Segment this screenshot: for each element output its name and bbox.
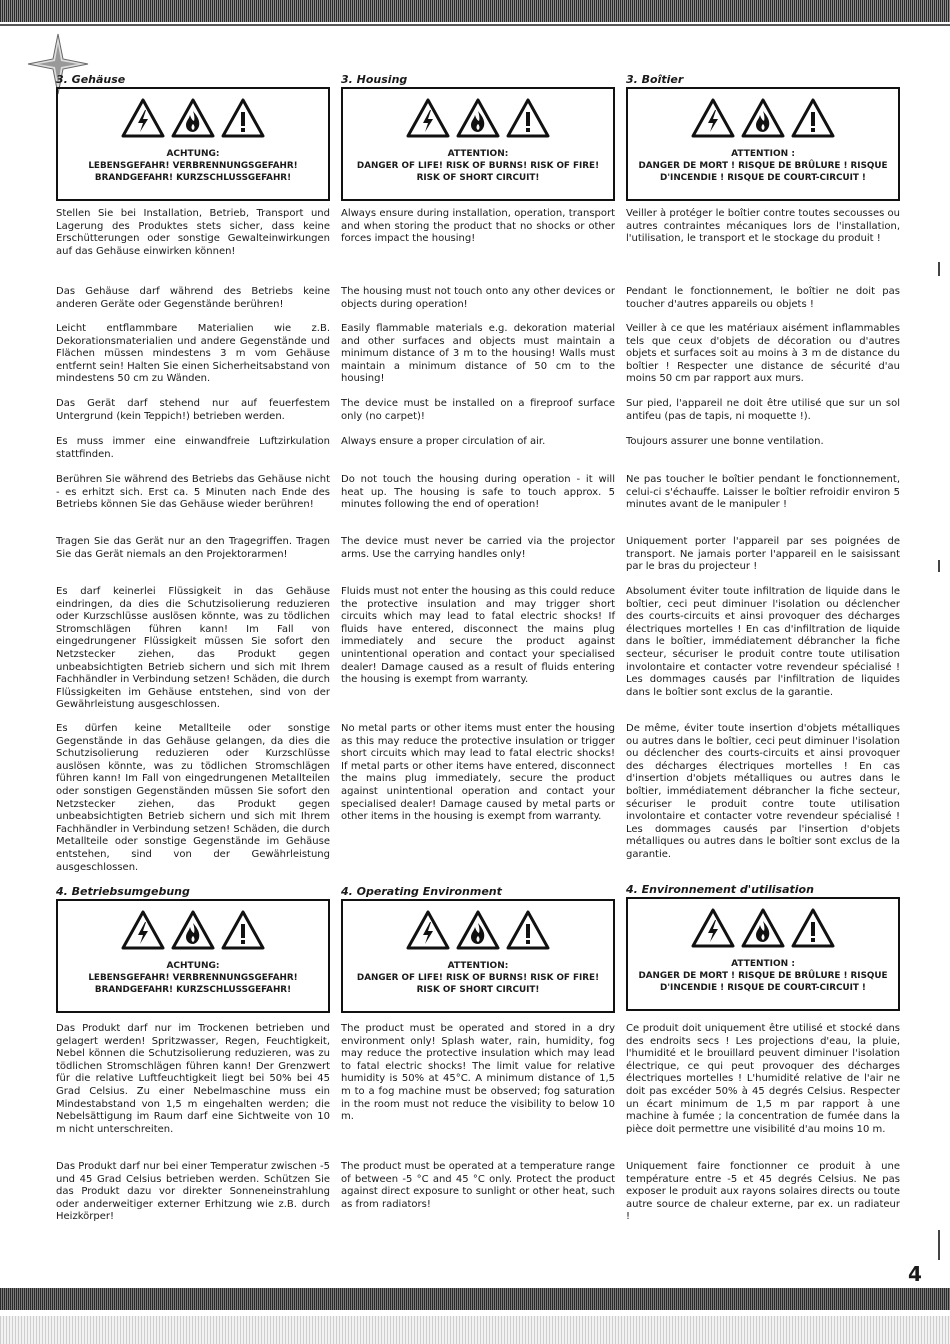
hazard-icons: [343, 97, 613, 143]
body-paragraph: Ne pas toucher le boîtier pendant le fonctionnement, celui-ci s'échauffe. Laisser le boîtier refroidir environ 5 minutes avant de le manipuler !: [626, 474, 900, 511]
warning-title: ATTENTION:: [447, 961, 509, 971]
body-paragraph: Das Produkt darf nur bei einer Temperatur zwischen -5 und 45 Grad Celsius betrieben werden. Schützen Sie das Produkt dazu vor direkter Sonneneinstrahlung oder anderweitiger externer Erhitzung wie z.B. durch Heizkörper!: [56, 1161, 330, 1223]
warning-title: ATTENTION :: [731, 149, 795, 159]
body-paragraph: Uniquement faire fonctionner ce produit à une température entre -5 et 45 degrés Celsius. Ne pas exposer le produit aux rayons solaires directs ou toute autre source de chaleur externe, par ex. un radiateur !: [626, 1161, 900, 1223]
fire-hazard-icon: [741, 97, 785, 139]
warning-text: DANGER DE MORT ! RISQUE DE BRÛLURE ! RISQUE D'INCENDIE ! RISQUE DE COURT-CIRCUIT !: [638, 971, 888, 993]
body-paragraph: The device must never be carried via the projector arms. Use the carrying handles only!: [341, 536, 615, 560]
body-paragraph: Ce produit doit uniquement être utilisé et stocké dans des endroits secs ! Les projections d'eau, la pluie, l'humidité et le brouillard peuvent diminuer l'isolation électrique, ce qui peut provoquer des décharges électriques mortelles ! L'humidité relative de l'air ne doit pas excéder 50% à 45 degrés Celsius. Respecter un écart minimum de 1,5 m par rapport à une machine à fumée ; la concentration de fumée dans la pièce doit permettre une visibilité d'au moins 10 m.: [626, 1023, 900, 1135]
warning-title: ATTENTION:: [447, 149, 509, 159]
electric-hazard-icon: [691, 907, 735, 949]
body-paragraph: Das Gerät darf stehend nur auf feuerfestem Untergrund (kein Teppich!) betrieben werden.: [56, 398, 330, 422]
fire-hazard-icon: [171, 909, 215, 951]
electric-hazard-icon: [406, 909, 450, 951]
fire-hazard-icon: [171, 97, 215, 139]
warning-box: [341, 87, 615, 201]
body-paragraph: Uniquement porter l'appareil par ses poignées de transport. Ne jamais porter l'appareil en le saisissant par le bras du projecteur !: [626, 536, 900, 573]
body-paragraph: Absolument éviter toute infiltration de liquide dans le boîtier, ceci peut diminuer l'isolation ou déclencher des courts-circuits et ainsi provoquer des décharges électriques mortelles ! En cas d'infiltration de liquide dans le boîtier, immédiatement débrancher la fiche secteur, sécuriser le produit contre toute utilisation involontaire et contacter votre revendeur spécialisé ! Les dommages causés par l'infiltration de liquides dans le boîtier sont exclus de la garantie.: [626, 586, 900, 698]
body-paragraph: De même, éviter toute insertion d'objets métalliques ou autres dans le boîtier, ceci peut diminuer l'isolation ou déclencher des courts-circuits et ainsi provoquer des décharges électriques mortelles ! En cas d'insertion d'objets métalliques ou autres dans le boîtier, immédiatement débrancher la fiche secteur, sécuriser le produit contre toute utilisation involontaire et contacter votre revendeur spécialisé ! Les dommages causés par l'insertion d'objets métalliques ou autres dans le boîtier sont exclus de la garantie.: [626, 723, 900, 860]
warning-icon: [221, 909, 265, 951]
section-heading: 3. Housing: [341, 73, 408, 86]
section-heading: 4. Operating Environment: [341, 885, 502, 898]
body-paragraph: Always ensure a proper circulation of air.: [341, 436, 546, 447]
body-paragraph: No metal parts or other items must enter the housing as this may reduce the protective insulation or trigger short circuits which may lead to fatal electric shocks! If metal parts or other items have entered, disconnect the mains plug immediately, secure the product against unintentional operation and contact your specialised dealer! Damage caused by metal parts or other items in the housing is exempt from warranty.: [341, 723, 615, 823]
body-paragraph: Easily flammable materials e.g. dekoration material and other surfaces and objects must maintain a minimum distance of 3 m to the housing! Walls must maintain a minimum distance of 50 cm to the housing!: [341, 323, 615, 385]
body-paragraph: Veiller à ce que les matériaux aisément inflammables tels que ceux d'objets de décoration ou d'autres objets et surfaces soit au moins à 3 m de distance du boîtier ! Respecter une distance de sécurité d'au moins 50 cm par rapport aux murs.: [626, 323, 900, 385]
body-paragraph: The device must be installed on a fireproof surface only (no carpet)!: [341, 398, 615, 422]
warning-title: ATTENTION :: [731, 959, 795, 969]
warning-title: ACHTUNG:: [166, 149, 220, 159]
warning-text: DANGER OF LIFE! RISK OF BURNS! RISK OF FIRE! RISK OF SHORT CIRCUIT!: [356, 161, 600, 183]
body-paragraph: Berühren Sie während des Betriebs das Gehäuse nicht - es erhitzt sich. Erst ca. 5 Minuten nach Ende des Betriebs können Sie das Gehäuse wieder berühren!: [56, 474, 330, 511]
hazard-icons: [58, 97, 328, 143]
warning-icon: [506, 97, 550, 139]
fire-hazard-icon: [456, 909, 500, 951]
warning-box: [626, 87, 900, 201]
electric-hazard-icon: [121, 909, 165, 951]
warning-title: ACHTUNG:: [166, 961, 220, 971]
margin-mark: [938, 560, 940, 572]
margin-mark: [938, 1230, 940, 1260]
bottom-scan-band: [0, 1288, 950, 1310]
body-paragraph: Veiller à protéger le boîtier contre toutes secousses ou autres contraintes mécaniques lors de l'installation, l'utilisation, le transport et le stockage du produit !: [626, 208, 900, 245]
body-paragraph: Pendant le fonctionnement, le boîtier ne doit pas toucher d'autres appareils ou objets !: [626, 286, 900, 310]
body-paragraph: The product must be operated and stored in a dry environment only! Splash water, rain, humidity, fog may reduce the protective insulation which may lead to fatal electric shocks! The limit value for relative humidity is 50% at 45°C. A minimum distance of 1,5 m to a fog machine must be observed; fog saturation in the room must not reduce the visibility to below 10 m.: [341, 1023, 615, 1123]
section-heading: 3. Gehäuse: [56, 73, 126, 86]
warning-icon: [506, 909, 550, 951]
warning-text: DANGER OF LIFE! RISK OF BURNS! RISK OF FIRE! RISK OF SHORT CIRCUIT!: [356, 973, 600, 995]
body-paragraph: Tragen Sie das Gerät nur an den Tragegriffen. Tragen Sie das Gerät niemals an den Projektorarmen!: [56, 536, 330, 560]
section-heading: 4. Betriebsumgebung: [56, 885, 190, 898]
section-heading: 3. Boîtier: [626, 73, 684, 86]
margin-mark: [938, 262, 940, 276]
warning-icon: [791, 97, 835, 139]
section-heading: 4. Environnement d'utilisation: [626, 883, 814, 896]
hazard-icons: [628, 907, 898, 953]
fire-hazard-icon: [741, 907, 785, 949]
body-paragraph: The product must be operated at a temperature range of between -5 °C and 45 °C only. Protect the product against direct exposure to sunlight or other heat, such as from radiators!: [341, 1161, 615, 1210]
hazard-icons: [628, 97, 898, 143]
fire-hazard-icon: [456, 97, 500, 139]
warning-icon: [791, 907, 835, 949]
body-paragraph: Es muss immer eine einwandfreie Luftzirkulation stattfinden.: [56, 436, 330, 460]
body-paragraph: Stellen Sie bei Installation, Betrieb, Transport und Lagerung des Produktes stets sicher, dass keine Erschütterungen oder sonstige Gewalteinwirkungen auf das Gehäuse einwirken können!: [56, 208, 330, 257]
top-scan-band: [0, 0, 950, 22]
warning-text: LEBENSGEFAHR! VERBRENNUNGSGEFAHR! BRANDGEFAHR! KURZSCHLUSSGEFAHR!: [88, 973, 298, 995]
warning-box: [56, 87, 330, 201]
warning-text: LEBENSGEFAHR! VERBRENNUNGSGEFAHR! BRANDGEFAHR! KURZSCHLUSSGEFAHR!: [88, 161, 298, 183]
body-paragraph: Do not touch the housing during operation - it will heat up. The housing is safe to touch approx. 5 minutes following the end of operation!: [341, 474, 615, 511]
body-paragraph: Always ensure during installation, operation, transport and when storing the product that no shocks or other forces impact the housing!: [341, 208, 615, 245]
hazard-icons: [343, 909, 613, 955]
body-paragraph: Das Gehäuse darf während des Betriebs keine anderen Geräte oder Gegenstände berühren!: [56, 286, 330, 310]
electric-hazard-icon: [691, 97, 735, 139]
warning-box: [56, 899, 330, 1013]
hazard-icons: [58, 909, 328, 955]
body-paragraph: Leicht entflammbare Materialien wie z.B. Dekorationsmaterialien und andere Gegenstände und Flächen müssen mindestens 3 m vom Gehäuse entfernt sein! Halten Sie einen Sicherheitsabstand von mindestens 50 cm zu Wänden.: [56, 323, 330, 385]
body-paragraph: Fluids must not enter the housing as this could reduce the protective insulation and may trigger short circuits which may lead to fatal electric shocks! If fluids have entered, disconnect the mains plug immediately and secure the product against unintentional operation and contact your specialised dealer! Damage caused as a result of fluids entering the housing is exempt from warranty.: [341, 586, 615, 686]
warning-box: [341, 899, 615, 1013]
electric-hazard-icon: [406, 97, 450, 139]
body-paragraph: Es dürfen keine Metallteile oder sonstige Gegenstände in das Gehäuse gelangen, da dies die Schutzisolierung reduzieren oder Kurzschlüsse auslösen könnte, was zu tödlichen Stromschlägen führen kann! Im Fall von eingedrungenen Metallteilen oder sonstigen Gegenständen müssen Sie sofort den Netzstecker ziehen, das Produkt gegen unbeabsichtigten Betrieb sichern und sich mit Ihrem Fachhändler in Verbindung setzen! Schäden, die durch Metallteile oder sonstige Gegenstände im Gehäuse entstehen, sind von der Gewährleistung ausgeschlossen.: [56, 723, 330, 873]
body-paragraph: Es darf keinerlei Flüssigkeit in das Gehäuse eindringen, da dies die Schutzisolierung reduzieren oder Kurzschlüsse auslösen könnte, was zu tödlichen Stromschlägen führen kann! Im Fall von eingedrungener Flüssigkeit müssen Sie sofort den Netzstecker ziehen, das Produkt gegen unbeabsichtigten Betrieb sichern und sich mit Ihrem Fachhändler in Verbindung setzen! Schäden, die durch Flüssigkeiten im Gehäuse entstehen, sind von der Gewährleistung ausgeschlossen.: [56, 586, 330, 711]
body-paragraph: Toujours assurer une bonne ventilation.: [626, 436, 824, 447]
bottom-scan-band-light: [0, 1316, 950, 1344]
warning-box: [626, 897, 900, 1011]
page-number: 4: [908, 1262, 922, 1286]
body-paragraph: The housing must not touch onto any other devices or objects during operation!: [341, 286, 615, 310]
warning-icon: [221, 97, 265, 139]
warning-text: DANGER DE MORT ! RISQUE DE BRÛLURE ! RISQUE D'INCENDIE ! RISQUE DE COURT-CIRCUIT !: [638, 161, 888, 183]
body-paragraph: Das Produkt darf nur im Trockenen betrieben und gelagert werden! Spritzwasser, Regen, Feuchtigkeit, Nebel können die Schutzisolierung reduzieren, was zu tödlichen Stromschlägen führen kann! Der Grenzwert für die relative Luftfeuchtigkeit liegt bei 50% bei 45 Grad Celsius. Zu einer Nebelmaschine muss ein Mindestabstand von 1,5 m eingehalten werden; die Nebelsättigung im Raum darf eine Sichtweite von 10 m nicht unterschreiten.: [56, 1023, 330, 1135]
electric-hazard-icon: [121, 97, 165, 139]
body-paragraph: Sur pied, l'appareil ne doit être utilisé que sur un sol antifeu (pas de tapis, ni moquette !).: [626, 398, 900, 422]
